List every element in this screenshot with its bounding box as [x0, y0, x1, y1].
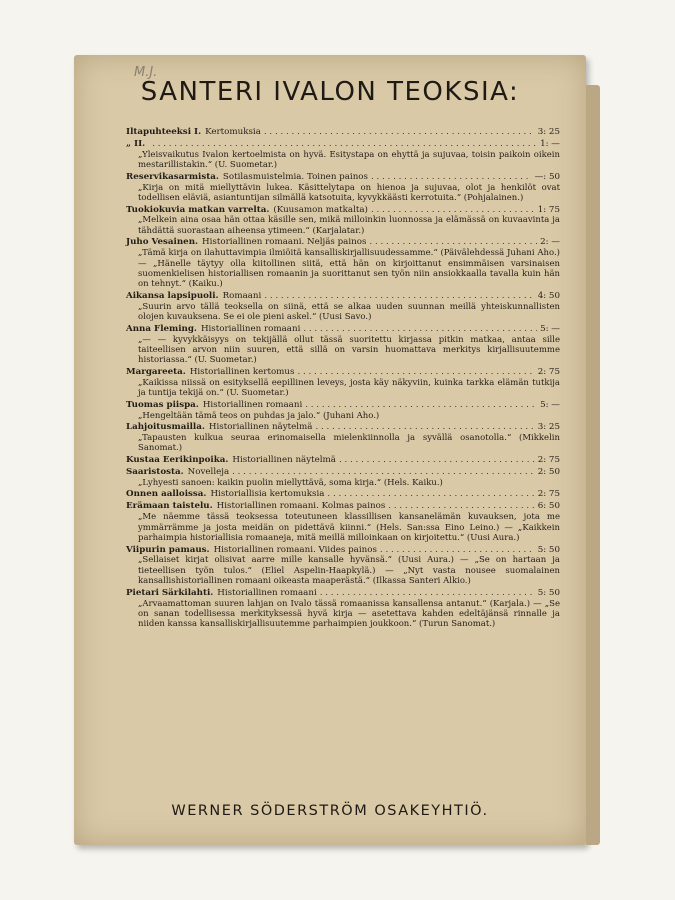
work-review: „Lyhyesti sanoen: kaikin puolin miellyttävä, soma kirja.“ (Hels. Kaiku.)	[138, 477, 443, 488]
work-description: Novelleja	[187, 466, 230, 477]
work-review: „Sellaiset kirjat olisivat aarre mille kansalle hyvänsä.“ (Uusi Aura.) — „Se on hartaan ja tieteellisen työn tulos.“ (Eliel Aspelin-Haapkylä.) — „Nyt vasta nousee suomalainen kansallishistoriallinen romaani oikeasta maaperästä.“ (Ilkassa Santeri Alkio.)	[138, 555, 560, 587]
dot-leader	[303, 324, 537, 335]
work-title: Iltapuhteeksi I.	[126, 127, 202, 137]
work-header	[126, 467, 560, 478]
work-description: Historiallinen romaani. Viides painos	[213, 544, 377, 555]
work-price: 3: 25	[537, 127, 560, 137]
work-description: Historiallinen romaani. Neljäs painos	[202, 237, 367, 248]
work-title: Aikansa lapsipuoli.	[126, 290, 219, 301]
work-price: 5: 50	[537, 587, 560, 598]
work-description: Historiallinen romaani. Kolmas painos	[216, 501, 386, 512]
work-header	[126, 205, 560, 216]
work-price: 1: 75	[537, 204, 560, 215]
page-title: SANTERI IVALON TEOKSIA:	[140, 77, 520, 107]
work-price: 3: 25	[537, 422, 560, 433]
work-title: Reservikasarmista.	[126, 171, 219, 182]
publisher-name: WERNER SÖDERSTRÖM OSAKEYHTIÖ.	[171, 803, 489, 819]
work-entry	[126, 455, 560, 466]
work-header	[126, 545, 560, 556]
work-header	[126, 172, 560, 183]
work-description: Sotilasmuistelmia. Toinen painos	[222, 171, 368, 182]
work-title: Kustaa Eerikinpoika.	[126, 454, 229, 465]
book-back-cover	[74, 55, 586, 845]
work-title: Onnen aalloissa.	[126, 489, 207, 500]
work-description: Historiallinen kertomus	[189, 366, 295, 377]
work-price: 5: —	[540, 323, 560, 334]
work-header	[126, 455, 560, 466]
work-entry	[126, 291, 560, 323]
work-review: „Hengeltään tämä teos on puhdas ja jalo.“ (Juhani Aho.)	[138, 410, 380, 421]
work-price: 2: 75	[537, 454, 560, 465]
dot-leader	[339, 455, 535, 466]
work-title: Anna Fleming.	[126, 323, 197, 334]
work-header	[126, 400, 560, 411]
work-description: Romaani	[222, 290, 262, 301]
work-description: Historiallisia kertomuksia	[210, 489, 325, 500]
work-review: „Yleisvaikutus Ivalon kertoelmista on hyvä. Esitystapa on ehyttä ja sujuvaa, toisin paikoin oikein mestarillistakin.“ (U. Suometar.)	[138, 149, 560, 171]
works-list	[126, 127, 560, 631]
dot-leader	[388, 501, 534, 512]
work-title: Pietari Särkilahti.	[126, 587, 214, 598]
work-entry	[126, 205, 560, 237]
work-entry	[126, 400, 560, 421]
dot-leader	[297, 367, 534, 378]
work-description: Historiallinen näytelmä	[232, 454, 336, 465]
work-review: „Tapausten kulkua seuraa erinomaisella mielenkiinnolla ja syvällä osanotolla.“ (Mikkelin Sanomat.)	[138, 432, 560, 454]
work-entry	[126, 324, 560, 366]
work-header	[126, 489, 560, 500]
work-header	[126, 501, 560, 512]
work-title: Margareeta.	[126, 366, 186, 377]
book-spine	[586, 85, 600, 845]
work-header	[126, 422, 560, 433]
work-entry	[126, 545, 560, 587]
dot-leader	[305, 400, 537, 411]
work-review: „Melkein aina osaa hän ottaa käsille sen, mikä milloinkin luonnossa ja elämässä on kuvaavinta ja tähdättä suorastaan aiheensa ytimeen.“ (Karjalatar.)	[138, 215, 560, 236]
work-entry	[126, 237, 560, 289]
work-entry	[126, 172, 560, 204]
work-price: 2: —	[540, 237, 560, 248]
dot-leader	[152, 139, 537, 150]
dot-leader	[327, 489, 534, 500]
work-header	[126, 237, 560, 248]
work-entry	[126, 367, 560, 399]
work-description: (Kuusamon matkalta)	[273, 204, 368, 215]
work-price: 1: —	[540, 138, 560, 149]
work-header	[126, 588, 560, 599]
work-title: Erämaan taistelu.	[126, 501, 213, 512]
work-price: 2: 75	[537, 489, 560, 500]
work-title: Tuomas piispa.	[126, 399, 199, 410]
work-price: 5: 50	[537, 544, 560, 555]
work-entry	[126, 467, 560, 488]
work-header	[126, 139, 560, 150]
work-review: „Tämä kirja on ilahuttavimpia ilmiöitä kansalliskirjallisuudessamme.“ (Päivälehdessä Juhani Aho.) — „Hänelle täytyy olla kiitollinen siitä, että hän on kirjoittanut ensimmäisen varsinaisen suomenkielisen historiallisen romaanin ja suorittanut sen työn niin ansiokkaalla tavalla kuin hän on tehnyt.“ (Kaiku.)	[138, 248, 560, 290]
work-review: „— — kyvykkäisyys on tekijällä ollut tässä suoritettu kirjassa pitkin matkaa, antaa sille taiteellisen arvon niin suuren, että sillä on varsin huomattava merkitys kirjallisuutemme historiassa.“ (U. Suometar.)	[138, 334, 560, 366]
work-title: Saaristosta.	[126, 466, 184, 477]
dot-leader	[369, 237, 537, 248]
work-entry	[126, 501, 560, 543]
work-entry	[126, 489, 560, 500]
work-review: „Arvaamattoman suuren lahjan on Ivalo tässä romaanissa kansallensa antanut.“ (Karjala.) — „Se on sanan todellisessa merkityksessä hyvä kirja — asetettava kahden edeltäjänsä rinnalle ja niiden kanssa kansalliskirjallisuutemme parhaimpien joukkoon.“ (Turun Sanomat.)	[138, 598, 560, 630]
dot-leader	[371, 172, 532, 183]
work-entry	[126, 588, 560, 630]
work-review: „Suurin arvo tällä teoksella on siinä, että se alkaa uuden suunnan meillä yhteiskunnallisten olojen kuvauksena. Se ei ole pieni askel.“ (Uusi Savo.)	[138, 301, 560, 323]
dot-leader	[320, 588, 535, 599]
work-description: Historiallinen näytelmä	[208, 422, 313, 433]
work-description: Historiallinen romaani	[217, 587, 317, 598]
work-price: —: 50	[534, 171, 560, 182]
dot-leader	[315, 422, 534, 433]
work-title: „ II.	[126, 138, 146, 149]
dot-leader	[380, 545, 535, 556]
work-header	[126, 367, 560, 378]
work-title: Juho Vesainen.	[126, 237, 199, 248]
work-description: Kertomuksia	[205, 127, 261, 137]
work-title: Lahjoitusmailla.	[126, 422, 205, 433]
dot-leader	[264, 127, 535, 138]
work-price: 5: —	[540, 399, 560, 410]
work-entry	[126, 422, 560, 454]
work-entry	[126, 139, 560, 171]
work-description: Historiallinen romaani	[200, 323, 301, 334]
work-price: 2: 50	[537, 466, 560, 477]
work-header	[126, 324, 560, 335]
dot-leader	[264, 291, 534, 302]
work-description: Historiallinen romaani	[202, 399, 303, 410]
work-review: „Kaikissa niissä on esityksellä eepillinen leveys, josta käy näkyviin, kuinka tarkka elämän tutkija ja tuntija tekijä on.“ (U. Suometar.)	[138, 377, 560, 399]
work-entry	[126, 127, 560, 138]
work-title: Viipurin pamaus.	[126, 544, 210, 555]
work-review: „Me näemme tässä teoksessa toteutuneen klassillisen kansanelämän kuvauksen, jota me ymmärrämme ja josta meidän on pidettävä kiinni.“ (Hels. San:ssa Eino Leino.) — „Kaikkein parhaimpia historiallisia romaaneja, mitä meillä milloinkaan on kirjoitettu.“ (Uusi Aura.)	[138, 512, 560, 543]
work-title: Tuokiokuvia matkan varrelta.	[126, 204, 270, 215]
work-header	[126, 127, 560, 138]
work-price: 2: 75	[537, 366, 560, 377]
dot-leader	[232, 467, 535, 478]
work-price: 6: 50	[537, 501, 560, 512]
work-review: „Kirja on mitä miellyttävin lukea. Käsittelytapa on hienoa ja sujuvaa, olot ja henkilöt ovat todellisen eläviä, asiantuntijan silmällä katsotuita, kyvykkäästi kerrotuita.“ (Pohjalainen.)	[138, 182, 560, 203]
work-price: 4: 50	[537, 290, 560, 301]
corner-pencil-mark: M.J.	[134, 65, 158, 80]
work-header	[126, 291, 560, 302]
dot-leader	[371, 205, 535, 216]
